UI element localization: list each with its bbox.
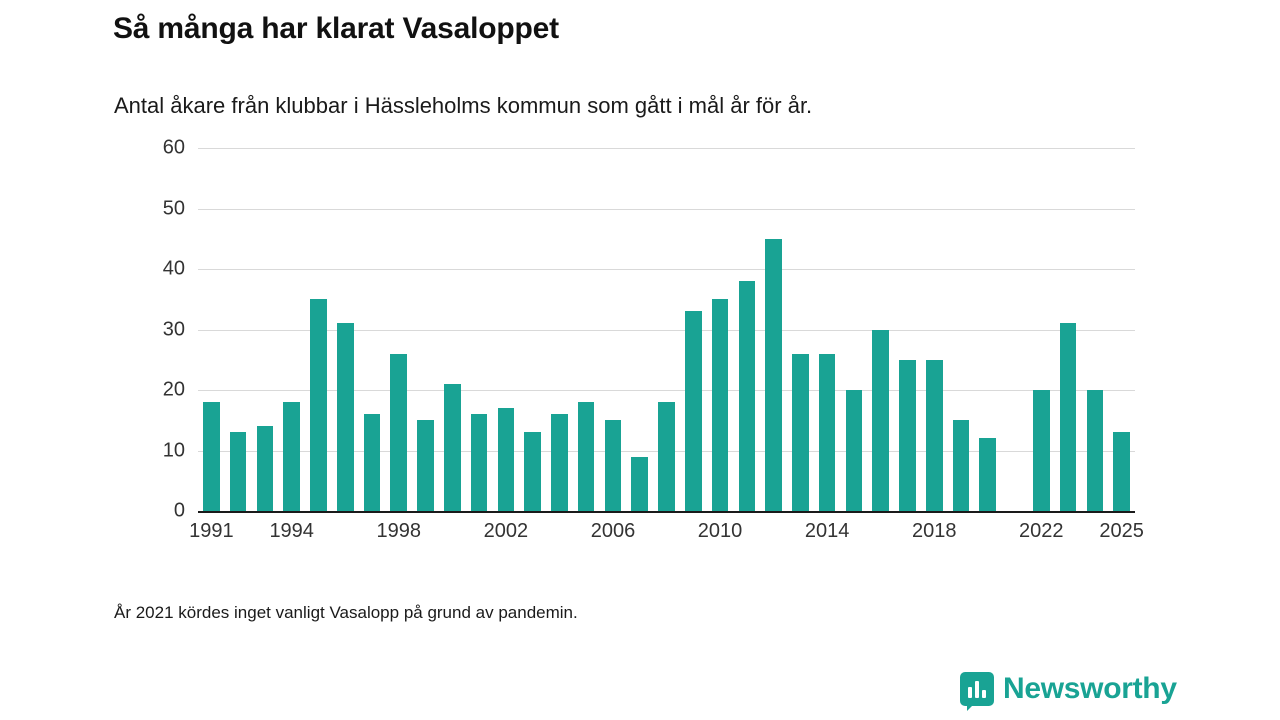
bar [364, 414, 381, 511]
bar [605, 420, 622, 511]
bar [230, 432, 247, 511]
bar [310, 299, 327, 511]
bar [792, 354, 809, 511]
bar [739, 281, 756, 511]
bar [337, 323, 354, 511]
y-axis-tick-label: 30 [162, 318, 185, 340]
bar [1033, 390, 1050, 511]
bar [444, 384, 461, 511]
y-axis-tick-label: 60 [162, 136, 185, 159]
x-axis-tick-label: 2025 [1099, 520, 1144, 542]
page-title: Så många har klarat Vasaloppet [113, 12, 559, 45]
bar-chart-icon [960, 672, 994, 706]
bar [1087, 390, 1104, 511]
bar [1060, 323, 1077, 511]
y-axis-labels [113, 136, 185, 522]
x-axis-tick-label: 1991 [189, 520, 234, 542]
x-axis-tick-label: 2006 [590, 520, 636, 542]
x-axis-tick-label: 2002 [483, 520, 529, 542]
bar [765, 239, 782, 511]
page-subtitle: Antal åkare från klubbar i Hässleholms kommun som gått i mål år för år. [114, 93, 813, 118]
bar [846, 390, 863, 511]
y-axis-tick-label: 20 [162, 378, 185, 401]
bar [953, 420, 970, 511]
bar [685, 311, 702, 511]
bar [899, 360, 916, 511]
plot-area [198, 148, 1135, 513]
bar [631, 457, 648, 511]
bar [417, 420, 434, 511]
bar-series [198, 148, 1135, 511]
x-axis-tick-label: 2022 [1019, 520, 1064, 542]
bar [819, 354, 836, 511]
bar [390, 354, 407, 511]
bar [498, 408, 515, 511]
x-axis-tick-label: 1998 [376, 520, 422, 542]
bar [926, 360, 943, 511]
bar [551, 414, 568, 511]
bar [203, 402, 220, 511]
x-axis-tick-label: 2010 [697, 520, 743, 542]
bar [979, 438, 996, 511]
bar [524, 432, 541, 511]
chart-note: År 2021 kördes inget vanligt Vasalopp på grund av pandemin. [114, 603, 578, 622]
bar [471, 414, 488, 511]
newsworthy-logo [960, 672, 1177, 706]
logo-text: Newsworthy [1003, 672, 1177, 705]
bar [283, 402, 300, 511]
bar [1113, 432, 1130, 511]
bar [257, 426, 274, 511]
bar [872, 330, 889, 512]
y-axis-tick-label: 40 [162, 257, 185, 280]
x-axis-tick-label: 2014 [804, 520, 850, 542]
y-axis-tick-label: 0 [173, 499, 185, 522]
bar [658, 402, 675, 511]
bar [712, 299, 729, 511]
bar-chart [113, 136, 1144, 542]
bar [578, 402, 595, 511]
y-axis-tick-label: 50 [162, 197, 185, 219]
x-axis-tick-label: 1994 [269, 520, 314, 542]
x-axis-line [198, 511, 1135, 513]
x-axis-labels [189, 520, 1144, 552]
x-axis-tick-label: 2018 [911, 520, 957, 542]
y-axis-tick-label: 10 [162, 439, 185, 461]
